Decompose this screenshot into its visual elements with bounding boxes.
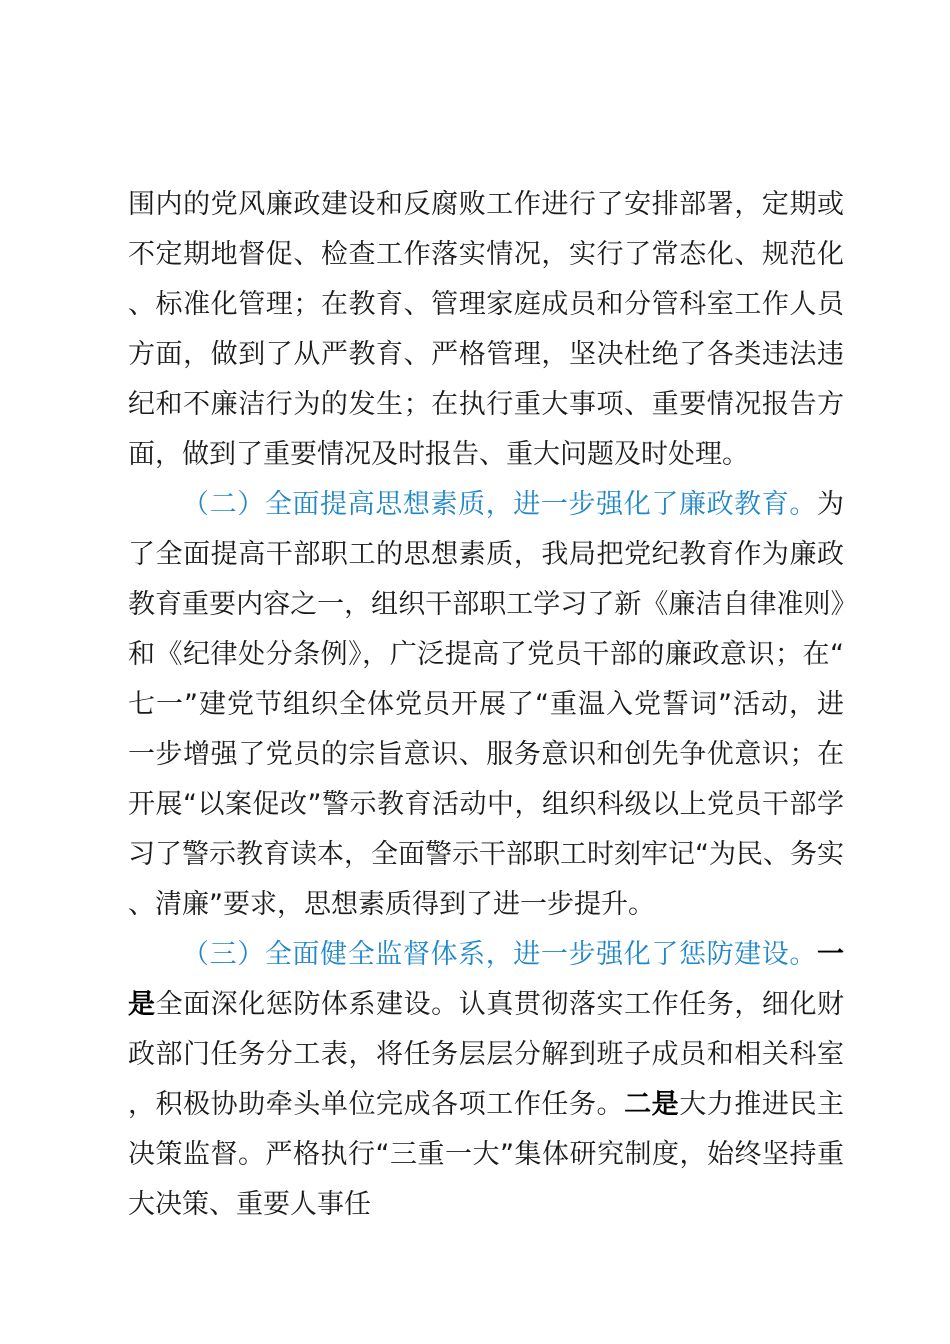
point-marker-1: 一是	[128, 939, 844, 1020]
paragraph-1	[128, 180, 844, 480]
section-heading-3: （三）全面健全监督体系，进一步强化了惩防建设。	[182, 939, 817, 970]
paragraph-1-text: 围内的党风廉政建设和反腐败工作进行了安排部署，定期或不定期地督促、检查工作落实情况，实行了常态化、规范化、标准化管理；在教育、管理家庭成员和分管科室工作人员方面，做到了从严教育、严格管理，坚决杜绝了各类违法违纪和不廉洁行为的发生；在执行重大事项、重要情况报告方面，做到了重要情况及时报告、重大问题及时处理。	[128, 189, 844, 470]
paragraph-2	[128, 480, 844, 930]
point-text-1: 全面深化惩防体系建设。认真贯彻落实工作任务，细化财政部门任务分工表，将任务层层分解到班子成员和相关科室，积极协助牵头单位完成各项工作任务。	[128, 989, 845, 1120]
document-page	[128, 180, 844, 1230]
point-text-2: 大力推进民主决策监督。严格执行“三重一大”集体研究制度，始终坚持重大决策、重要人事任	[128, 1089, 845, 1220]
paragraph-3	[128, 930, 844, 1230]
paragraph-2-text: 为了全面提高干部职工的思想素质，我局把党纪教育作为廉政教育重要内容之一，组织干部职工学习了新《廉洁自律准则》和《纪律处分条例》，广泛提高了党员干部的廉政意识；在“七一”建党节组织全体党员开展了“重温入党誓词”活动，进一步增强了党员的宗旨意识、服务意识和创先争优意识；在开展“以案促改”警示教育活动中，组织科级以上党员干部学习了警示教育读本，全面警示干部职工时刻牢记“为民、务实、清廉”要求，思想素质得到了进一步提升。	[128, 489, 844, 920]
point-marker-2: 二是	[624, 1089, 680, 1120]
section-heading-2: （二）全面提高思想素质，进一步强化了廉政教育。	[182, 489, 817, 520]
